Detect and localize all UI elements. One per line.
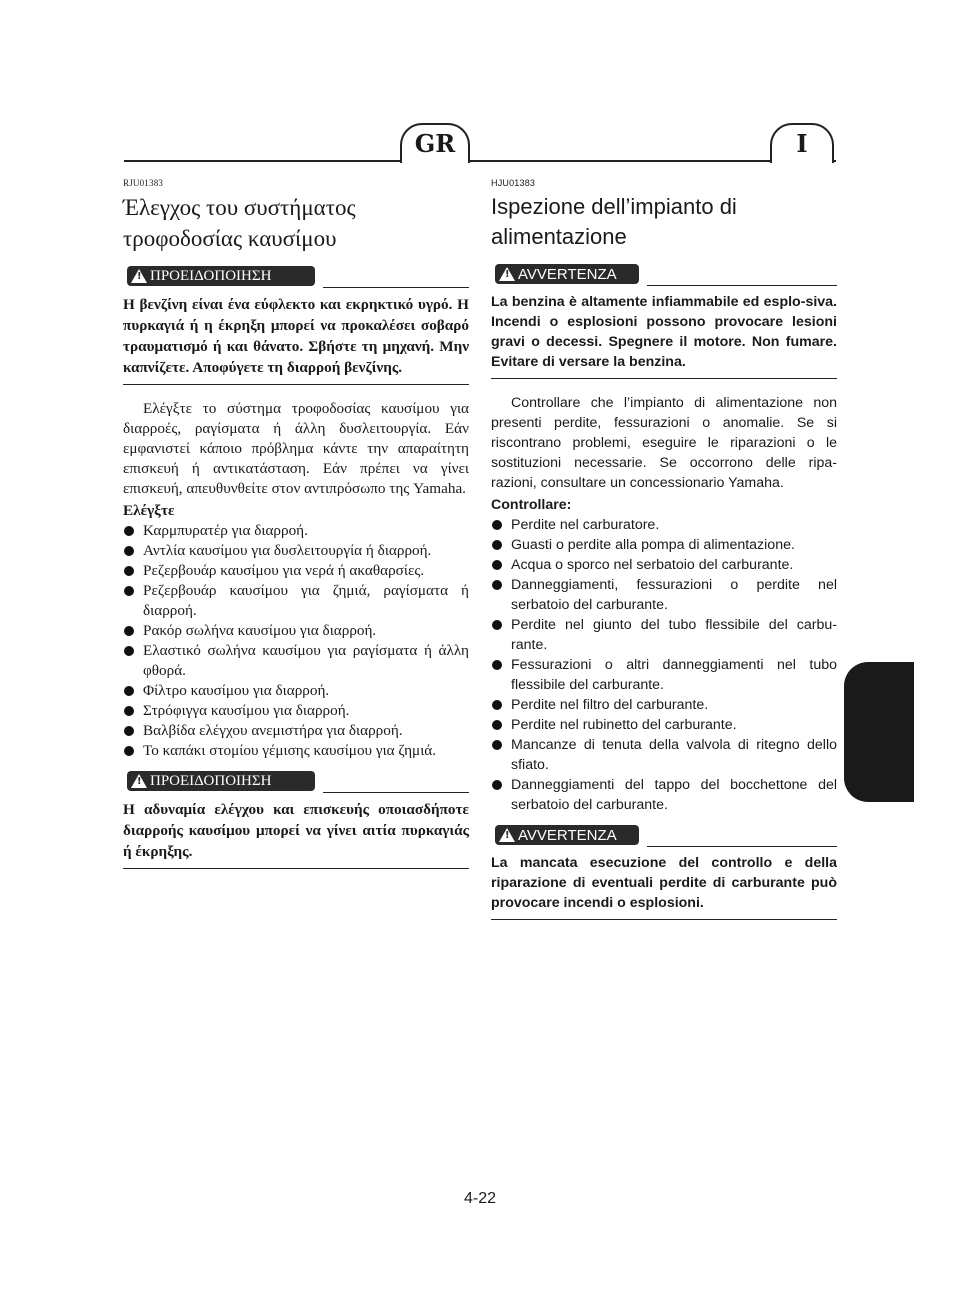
list-item: Perdite nel rubinetto del carburante. [491, 715, 837, 735]
bullet-dot-icon [492, 700, 502, 710]
warning-text: Η βενζίνη είναι ένα εύφλεκτο και εκρηκτικό υγρό. Η πυρκαγιά ή η έκρηξη μπορεί να προκαλέσει σοβαρό τραυματισμό ή και θάνατο. Σβήστε τη μηχανή. Μην καπνίζετε. Αποφύγετε τη διαρροή βενζίνης. [123, 294, 469, 385]
list-item: Αντλία καυσίμου για δυσλειτουργία ή διαρροή. [123, 541, 469, 561]
list-item: Βαλβίδα ελέγχου ανεμιστήρα για διαρροή. [123, 721, 469, 741]
bullet-dot-icon [492, 660, 502, 670]
warning-header-2 [491, 825, 837, 847]
bullet-dot-icon [492, 540, 502, 550]
section-title: Έλεγχος του συστήματος τροφοδοσίας καυσίμου [123, 195, 356, 251]
warning-triangle-icon [499, 828, 515, 842]
bullet-dot-icon [492, 780, 502, 790]
chapter-thumb-tab [844, 662, 914, 802]
list-item: Acqua o sporco nel serbatoio del carburante. [491, 555, 837, 575]
page-number: 4-22 [463, 1190, 497, 1207]
greek-column [123, 178, 469, 883]
check-list [123, 521, 469, 761]
check-list [491, 515, 837, 815]
warning-header [491, 264, 837, 286]
bullet-dot-icon [492, 580, 502, 590]
language-tab-italian: I [770, 123, 834, 163]
language-tab-greek: GR [400, 123, 470, 163]
section-code: RJU01383 [123, 178, 164, 188]
body-paragraph: Controllare che l’impianto di alimentazione non presenti perdite, fessurazioni o anomalie. Se si riscontrano problemi, eseguire le riparazioni o le sostituzioni necessarie. Se occorrono delle ripa-razioni, consultare un concessionario Yamaha. [491, 395, 837, 491]
warning-label: AVVERTENZA [518, 265, 617, 283]
bullet-dot-icon [492, 620, 502, 630]
list-item: Guasti o perdite alla pompa di alimentazione. [491, 535, 837, 555]
italian-column [491, 178, 837, 934]
list-item: Ελαστικό σωλήνα καυσίμου για ραγίσματα ή άλλη φθορά. [123, 641, 469, 681]
list-item: Ρακόρ σωλήνα καυσίμου για διαρροή. [123, 621, 469, 641]
bullet-dot-icon [492, 720, 502, 730]
warning-text: La benzina è altamente infiammabile ed esplo-siva. Incendi o esplosioni possono provocare lesioni gravi o decessi. Spegnere il motore. Non fumare. Evitare di versare la benzina. [491, 292, 837, 379]
list-item: Mancanze di tenuta della valvola di ritegno dello sfiato. [491, 735, 837, 775]
warning-text-2: Η αδυναμία ελέγχου και επισκευής οποιασδήποτε διαρροής καυσίμου μπορεί να γίνει αιτία πυρκαγιάς ή έκρηξης. [123, 799, 469, 869]
list-item: Καρμπυρατέρ για διαρροή. [123, 521, 469, 541]
list-item: Perdite nel filtro del carburante. [491, 695, 837, 715]
bullet-dot-icon [492, 520, 502, 530]
section-code: HJU01383 [491, 178, 536, 188]
warning-label-2: AVVERTENZA [518, 826, 617, 844]
bullet-dot-icon [492, 560, 502, 570]
warning-header [123, 266, 469, 288]
header-rule [124, 160, 836, 162]
list-item: Φίλτρο καυσίμου για διαρροή. [123, 681, 469, 701]
check-heading: Controllare: [491, 497, 572, 513]
bullet-dot-icon [124, 586, 134, 596]
warning-badge-2 [127, 771, 315, 791]
bullet-dot-icon [124, 726, 134, 736]
warning-badge [127, 266, 315, 286]
warning-rule [323, 287, 469, 288]
list-item: Το καπάκι στομίου γέμισης καυσίμου για ζημιά. [123, 741, 469, 761]
body-paragraph: Ελέγξτε το σύστημα τροφοδοσίας καυσίμου για διαρροές, ραγίσματα ή άλλη δυσλειτουργία. Εάν εμφανιστεί κάποιο πρόβλημα κάντε την απαραίτητη επισκευή ή αντικατάσταση. Εάν πρέπει να γίνει επισκευή, απευθυνθείτε στον αντιπρόσωπο της Yamaha. [123, 400, 469, 497]
warning-rule-2 [647, 846, 837, 847]
warning-rule [647, 285, 837, 286]
warning-header-2 [123, 771, 469, 793]
warning-badge [495, 264, 639, 284]
bullet-dot-icon [124, 646, 134, 656]
warning-badge-2 [495, 825, 639, 845]
warning-triangle-icon [131, 774, 147, 788]
list-item: Danneggiamenti, fessurazioni o perdite nel serbatoio del carburante. [491, 575, 837, 615]
bullet-dot-icon [124, 746, 134, 756]
bullet-dot-icon [124, 706, 134, 716]
warning-rule-2 [323, 792, 469, 793]
check-heading: Ελέγξτε [123, 502, 175, 519]
warning-label-2: ΠΡΟΕΙΔΟΠΟΙΗΣΗ [150, 772, 272, 789]
list-item: Ρεζερβουάρ καυσίμου για ζημιά, ραγίσματα ή διαρροή. [123, 581, 469, 621]
bullet-dot-icon [492, 740, 502, 750]
list-item: Perdite nel giunto del tubo flessibile del carbu-rante. [491, 615, 837, 655]
section-title: Ispezione dell’impianto di alimentazione [491, 194, 737, 249]
bullet-dot-icon [124, 546, 134, 556]
warning-triangle-icon [131, 269, 147, 283]
warning-triangle-icon [499, 267, 515, 281]
bullet-dot-icon [124, 566, 134, 576]
list-item: Ρεζερβουάρ καυσίμου για νερά ή ακαθαρσίες. [123, 561, 469, 581]
warning-label: ΠΡΟΕΙΔΟΠΟΙΗΣΗ [150, 267, 272, 284]
list-item: Perdite nel carburatore. [491, 515, 837, 535]
warning-text-2: La mancata esecuzione del controllo e della riparazione di eventuali perdite di carburante può provocare incendi o esplosioni. [491, 853, 837, 920]
bullet-dot-icon [124, 626, 134, 636]
bullet-dot-icon [124, 686, 134, 696]
list-item: Στρόφιγγα καυσίμου για διαρροή. [123, 701, 469, 721]
list-item: Fessurazioni o altri danneggiamenti nel tubo flessibile del carburante. [491, 655, 837, 695]
bullet-dot-icon [124, 526, 134, 536]
list-item: Danneggiamenti del tappo del bocchettone del serbatoio del carburante. [491, 775, 837, 815]
